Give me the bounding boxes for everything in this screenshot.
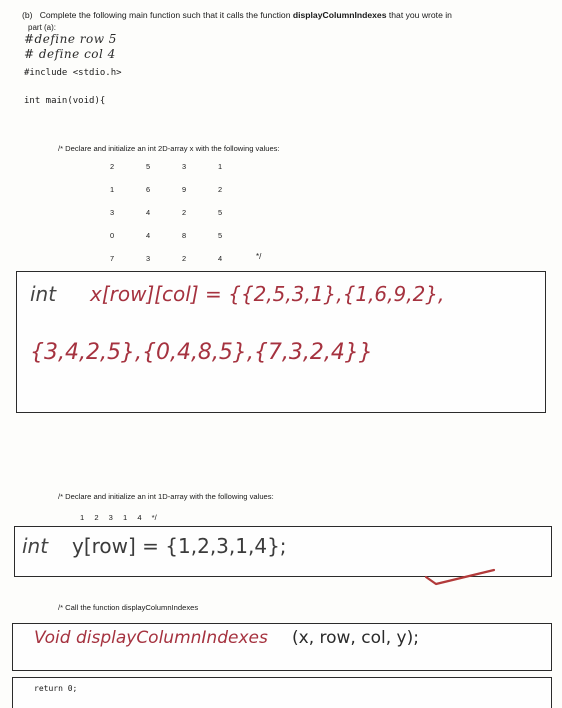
matrix-values xyxy=(110,162,254,277)
matrix-cell: 3 xyxy=(146,254,151,263)
matrix-cell: 7 xyxy=(110,254,115,263)
matrix-cell: 1 xyxy=(110,185,115,194)
matrix-cell: 5 xyxy=(146,162,151,171)
matrix-cell: 0 xyxy=(110,231,115,240)
matrix-row xyxy=(110,231,254,254)
include-line: #include <stdio.h> xyxy=(24,68,122,78)
comment-call: /* Call the function displayColumnIndexes xyxy=(58,603,199,612)
matrix-cell: 5 xyxy=(218,231,223,240)
matrix-cell: 2 xyxy=(110,162,115,171)
handwritten-call-args: (x, row, col, y); xyxy=(292,628,419,648)
matrix-cell: 4 xyxy=(146,231,151,240)
handwritten-int-keyword: int xyxy=(30,282,57,306)
return-box xyxy=(12,677,552,708)
part-label: part (a): xyxy=(28,23,57,32)
matrix-cell: 6 xyxy=(146,185,151,194)
checkmark-icon xyxy=(424,568,496,586)
comment-1d-values: 1 2 3 1 4 */ xyxy=(80,513,157,522)
matrix-cell: 1 xyxy=(218,162,223,171)
question-heading: (b) Complete the following main function such that it calls the function displayColumnIndexes that you wrote in xyxy=(22,10,452,20)
handwritten-array-y: y[row] = {1,2,3,1,4}; xyxy=(72,534,287,558)
handwritten-define-col: # define col 4 xyxy=(24,47,116,61)
handwritten-array-x-line1: x[row][col] = {{2,5,3,1},{1,6,9,2}, xyxy=(90,282,445,306)
matrix-cell: 2 xyxy=(182,208,187,217)
handwritten-call-name: Void displayColumnIndexes xyxy=(34,628,268,648)
handwritten-array-x-line2: {3,4,2,5},{0,4,8,5},{7,3,2,4}} xyxy=(30,340,373,365)
matrix-cell: 8 xyxy=(182,231,187,240)
matrix-cell: 3 xyxy=(182,162,187,171)
matrix-cell: 3 xyxy=(110,208,115,217)
matrix-cell: 4 xyxy=(146,208,151,217)
comment-end-2d: */ xyxy=(256,252,262,261)
matrix-cell: 9 xyxy=(182,185,187,194)
comment-declare-2d: /* Declare and initialize an int 2D-array x with the following values: xyxy=(58,144,280,153)
handwritten-int-keyword-y: int xyxy=(22,534,49,558)
comment-declare-1d: /* Declare and initialize an int 1D-array with the following values: xyxy=(58,492,274,501)
matrix-row xyxy=(110,162,254,185)
matrix-cell: 2 xyxy=(218,185,223,194)
matrix-cell: 5 xyxy=(218,208,223,217)
return-statement: return 0; xyxy=(34,684,78,693)
handwritten-define-row: #define row 5 xyxy=(24,32,117,46)
function-name: displayColumnIndexes xyxy=(292,10,387,20)
matrix-row xyxy=(110,185,254,208)
main-signature: int main(void){ xyxy=(24,96,106,106)
matrix-row xyxy=(110,208,254,231)
matrix-cell: 4 xyxy=(218,254,223,263)
matrix-cell: 2 xyxy=(182,254,187,263)
